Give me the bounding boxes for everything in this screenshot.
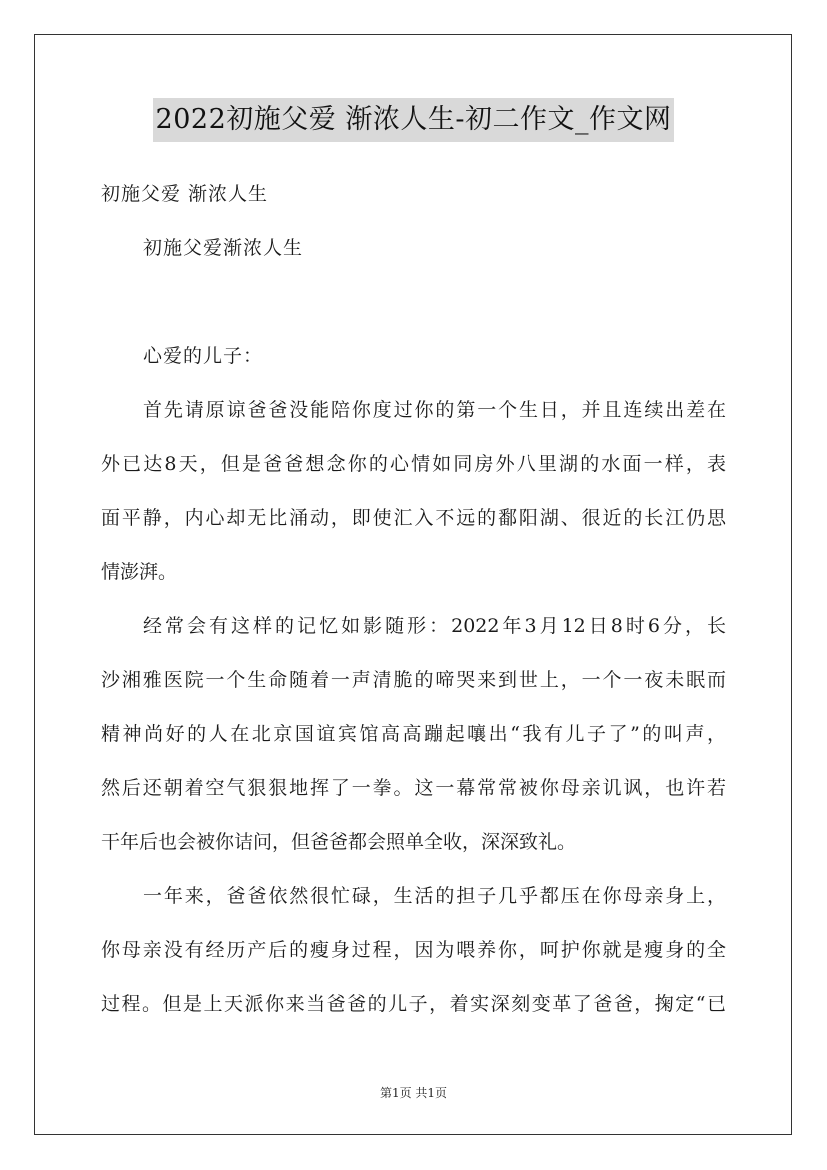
paragraph-line: 干年后也会被你诘问，但爸爸都会照单全收，深深致礼。 bbox=[101, 831, 577, 853]
paragraph-line: 你母亲没有经历产后的瘦身过程，因为喂养你，呵护你就是瘦身的全 bbox=[101, 939, 726, 961]
document-title: 2022初施父爱 渐浓人生-初二作文_作文网 bbox=[153, 98, 675, 142]
paragraph-line: 外已达8天，但是爸爸想念你的心情如同房外八里湖的水面一样，表 bbox=[101, 453, 726, 475]
salutation: 心爱的儿子： bbox=[143, 345, 264, 367]
paragraph-line: 过程。但是上天派你来当爸爸的儿子，着实深刻变革了爸爸，掬定“已 bbox=[101, 993, 726, 1015]
document-subtitle: 初施父爱 渐浓人生 bbox=[101, 183, 269, 205]
paragraph-line: 经常会有这样的记忆如影随形：2022年3月12日8时6分，长 bbox=[143, 615, 726, 637]
paragraph-line: 情澎湃。 bbox=[101, 561, 178, 583]
paragraph-line: 面平静，内心却无比涌动，即使汇入不远的鄱阳湖、很近的长江仍思 bbox=[101, 507, 726, 529]
paragraph-line: 一年来，爸爸依然很忙碌，生活的担子几乎都压在你母亲身上， bbox=[143, 885, 726, 907]
paragraph-line: 然后还朝着空气狠狠地挥了一拳。这一幕常常被你母亲讥讽，也许若 bbox=[101, 777, 726, 799]
paragraph-line: 精神尚好的人在北京国谊宾馆高高蹦起嚷出“我有儿子了”的叫声， bbox=[101, 723, 726, 745]
document-heading: 初施父爱渐浓人生 bbox=[143, 237, 304, 259]
paragraph-line: 首先请原谅爸爸没能陪你度过你的第一个生日，并且连续出差在 bbox=[143, 399, 726, 421]
paragraph-line: 沙湘雅医院一个生命随着一声清脆的啼哭来到世上，一个一夜未眠而 bbox=[101, 669, 726, 691]
title-container bbox=[0, 98, 827, 142]
page-footer: 第1页 共1页 bbox=[379, 1086, 448, 1100]
